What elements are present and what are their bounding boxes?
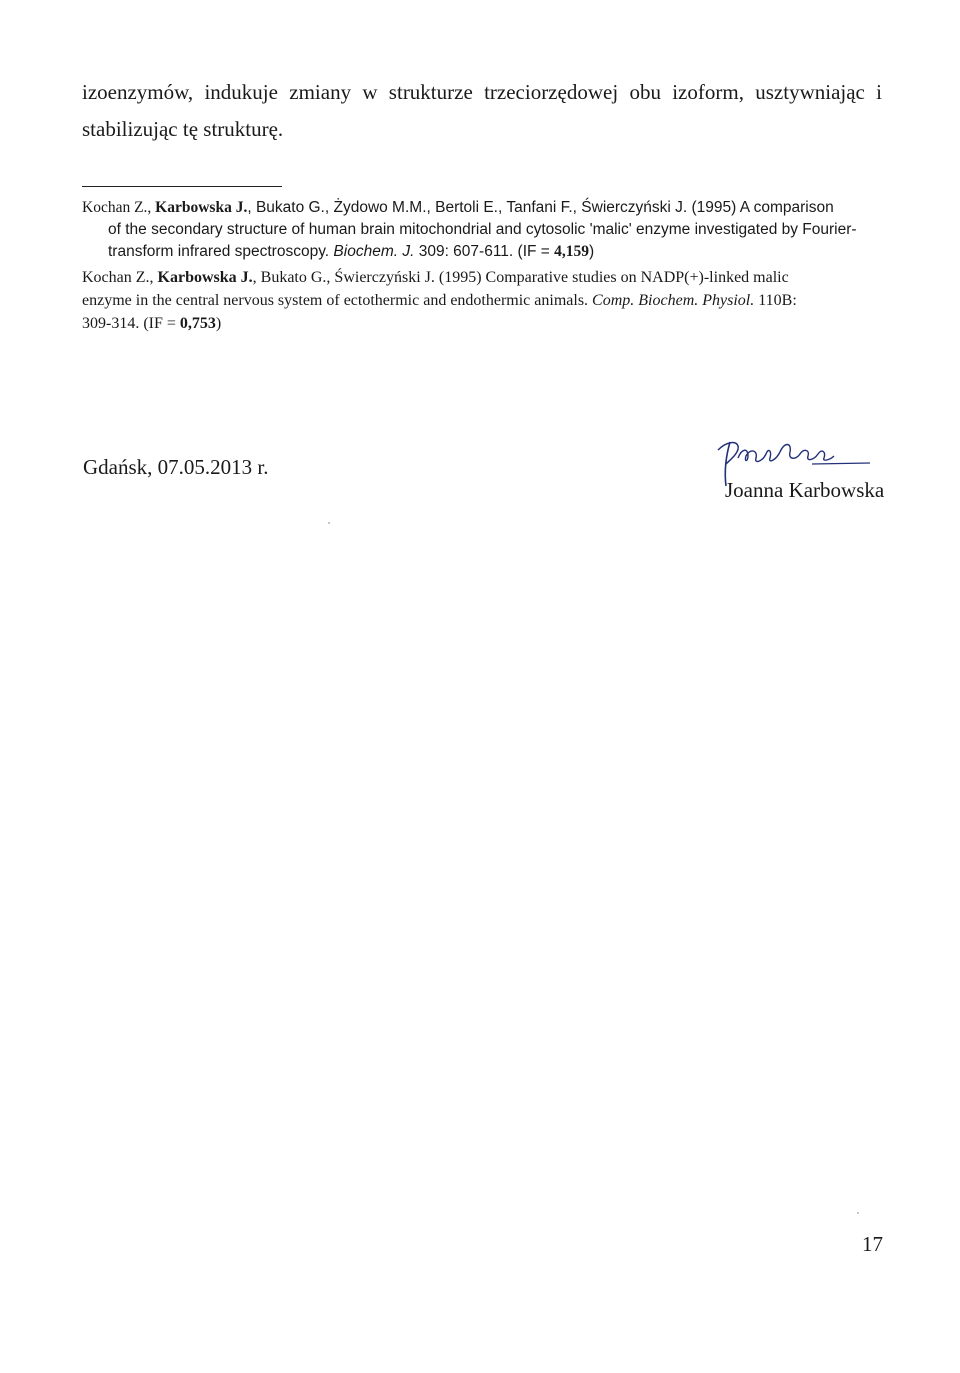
ref2-close-paren: ) [215,315,222,332]
ref2-authors-post: , Bukato G., Świerczyński J. [252,269,435,286]
ref1-title-start: (1995) A comparison [687,199,834,216]
ref2-authors-pre: Kochan Z., [82,269,158,286]
ref1-journal: Biochem. J. [333,243,415,260]
place-and-date: Gdańsk, 07.05.2013 r. [83,455,269,479]
reference-1-line-1 [82,197,882,219]
paragraph-line-1: izoenzymów, indukuje zmiany w strukturze trzeciorzędowej obu izoform, usztywniając i [82,80,882,104]
ref2-title-start: (1995) Comparative studies on NADP(+)-linked malic [434,269,789,286]
ref1-authors-post: , Bukato G., Żydowo M.M., Bertoli E., Tanfani F., Świerczyński J. [247,199,688,216]
ref2-citation: 110B: [754,292,797,309]
ref1-impact-factor: 4,159 [554,243,590,260]
ref2-pages: 309-314. (IF = [82,315,180,332]
ref2-title-end: enzyme in the central nervous system of ectothermic and endothermic animals. [82,292,593,309]
ref2-journal: Comp. Biochem. Physiol. [592,292,755,309]
reference-2-line-1 [82,266,882,289]
ref2-author-bold: Karbowska J. [157,269,253,286]
page-number: 17 [862,1232,883,1256]
paragraph-line-2: stabilizując tę strukturę. [82,117,284,141]
reference-1-line-2: of the secondary structure of human brain mitochondrial and cytosolic 'malic' enzyme investigated by Fourier- [108,221,857,238]
reference-2 [82,266,882,335]
scan-speck [328,522,330,524]
ref1-authors-pre: Kochan Z., [82,199,156,216]
footnote-separator [82,186,282,187]
reference-2-line-2 [82,289,882,312]
ref1-citation: 309: 607-611. (IF = [414,243,555,260]
ref1-title-end: transform infrared spectroscopy. [108,243,334,260]
ref2-impact-factor: 0,753 [179,315,216,332]
reference-1 [82,197,882,263]
reference-2-line-3 [82,312,882,335]
scan-speck [857,1212,859,1214]
reference-1-line-3 [82,241,882,263]
ref1-author-bold: Karbowska J. [155,199,248,216]
signer-name: Joanna Karbowska [725,478,885,502]
body-paragraph [82,74,882,148]
ref1-close-paren: ) [589,243,595,260]
